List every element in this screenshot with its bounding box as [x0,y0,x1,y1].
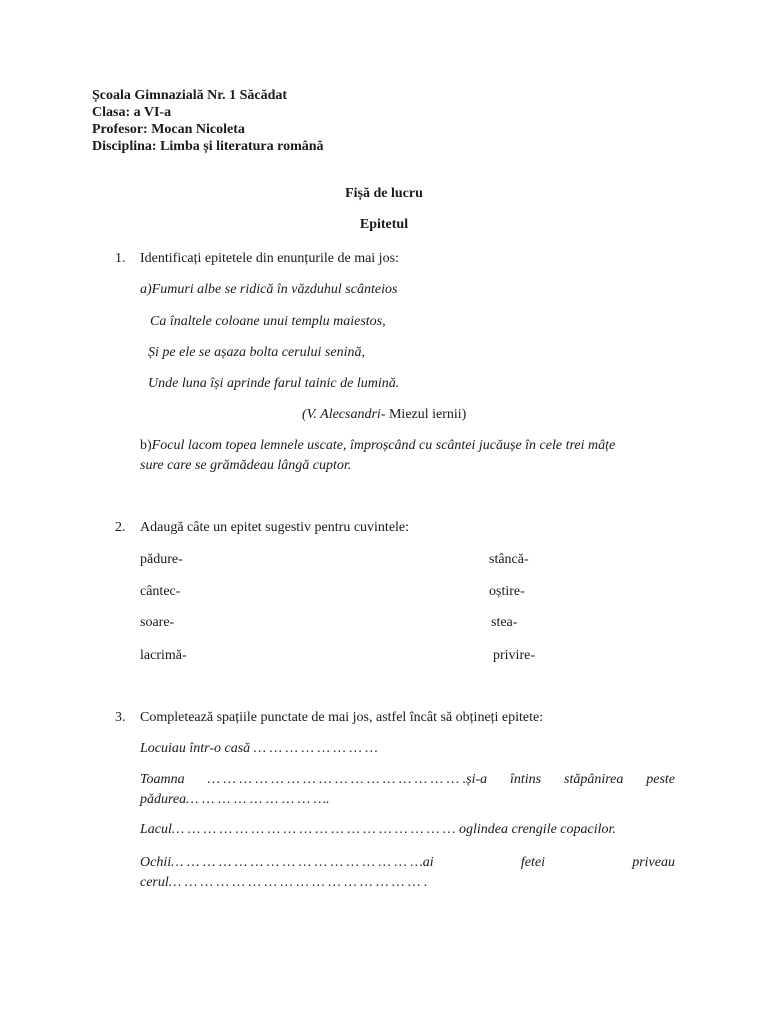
ex1-citation [302,407,466,423]
ex3-s4-word: Ochii… … … … … … … … … … … … … … … …ai [140,855,434,870]
citation-work: - Miezul iernii) [380,407,467,422]
ex3-number: 3. [115,710,126,725]
ex3-sentence-2-line1 [140,772,675,788]
ex1-verse-line: Ca înaltele coloane unui templu maiestos, [150,314,386,329]
ex1-verse-line: Și pe ele se așaza bolta cerului senină, [148,345,365,360]
ex2-word-left: pădure- [140,552,183,567]
ex3-prompt: Completează spațiile punctate de mai jos, astfel încât să obțineți epitete: [140,710,544,725]
page-title: Fișă de lucru [345,186,423,201]
ex2-prompt: Adaugă câte un epitet sugestiv pentru cuvintele: [140,520,410,535]
page-subtitle: Epitetul [359,217,409,232]
ex1-verse-line: a)Fumuri albe se ridică în văzduhul scânteios [140,282,398,297]
class-label: Clasa: a VI-a [92,105,172,120]
ex3-s4-word: fetei [520,855,545,870]
ex3-s2-word: stăpânirea [564,772,624,787]
ex3-s4-word: priveau [632,855,675,870]
ex2-word-right: privire- [493,648,535,663]
ex1-b-line2: sure care se grămădeau lângă cuptor. [140,458,352,473]
school-name: Școala Gimnazială Nr. 1 Săcădat [92,88,288,103]
citation-author: (V. Alecsandri [302,407,381,422]
ex3-s2-word: peste [646,772,675,787]
teacher-label: Profesor: Mocan Nicoleta [92,122,245,137]
ex1-b-line1 [140,438,615,454]
ex2-word-left: soare- [140,615,175,630]
ex1-verse-line: Unde luna își aprinde farul tainic de lumină. [148,376,400,391]
ex2-word-right: oștire- [489,584,525,599]
ex2-number: 2. [115,520,126,535]
ex3-sentence-4-line1 [140,855,675,871]
ex3-s2-word: … … … … … … … … … … … … … … … … .și-a [207,772,488,787]
subject-label: Disciplina: Limba și literatura română [92,139,324,154]
ex3-s2-word: întins [510,772,542,787]
ex3-sentence-3: Lacul… … … … … … … … … … … … … … … … … … oglindea crengile copacilor. [140,822,616,837]
ex1-number: 1. [115,251,126,266]
ex1-b-label: b) [140,438,152,453]
ex2-word-left: lacrimă- [140,648,187,663]
ex1-b-text: Focul lacom topea lemnele uscate, împroșcând cu scântei jucăușe în cele trei mâțe [151,438,616,453]
ex3-s2-word: Toamna [140,772,185,787]
ex1-prompt: Identificați epitetele din enunțurile de mai jos: [140,251,399,266]
ex3-sentence-2-line2: pădurea… … … … … … … … …. [140,792,330,807]
ex2-word-left: cântec- [140,584,181,599]
ex2-word-right: stâncă- [489,552,529,567]
ex2-word-right: stea- [491,615,518,630]
ex3-sentence-4-line2: cerul… … … … … … … … … … … … … … … … . [140,875,428,890]
ex3-sentence-1: Locuiau într-o casă … … … … … … … … [140,741,378,756]
